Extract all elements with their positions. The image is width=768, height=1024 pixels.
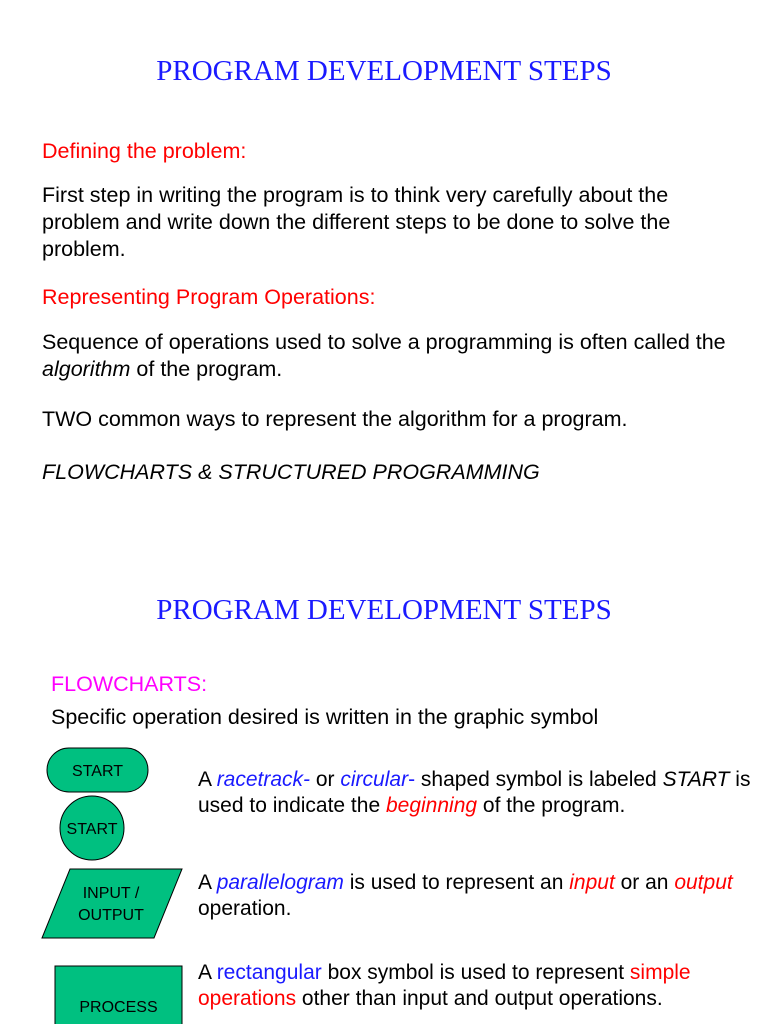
io-label-line1: INPUT /: [82, 885, 140, 902]
text: is used to represent an: [343, 871, 570, 894]
text: A: [198, 961, 217, 984]
heading-flowcharts: FLOWCHARTS:: [51, 672, 208, 696]
text: or: [310, 768, 341, 791]
paragraph-sequence-operations: [42, 329, 742, 383]
term-rectangular: rectangular: [216, 961, 322, 984]
paragraph-two-ways: TWO common ways to represent the algorithm for a program.: [42, 407, 628, 431]
start-racetrack-label: START: [72, 763, 123, 780]
term-beginning: beginning: [385, 794, 478, 817]
text: is used to indicate the: [198, 768, 751, 817]
input-output-parallelogram-symbol: [42, 869, 182, 938]
io-label-line2: OUTPUT: [78, 907, 144, 924]
heading-representing-operations: Representing Program Operations:: [42, 285, 376, 309]
slide1-title: PROGRAM DEVELOPMENT STEPS: [156, 55, 612, 87]
description-io-symbol: [198, 870, 758, 922]
para2-post: of the program.: [130, 357, 283, 381]
heading-defining-problem: Defining the problem:: [42, 139, 247, 163]
description-process-symbol: [198, 960, 758, 1012]
term-circular: circular: [340, 768, 409, 791]
term-parallelogram: parallelogram: [216, 871, 344, 894]
process-label: PROCESS: [79, 999, 158, 1016]
paragraph-flowcharts-structured: FLOWCHARTS & STRUCTURED PROGRAMMING: [42, 460, 540, 484]
text: A: [198, 768, 217, 791]
text: A: [198, 871, 217, 894]
start-circle-label: START: [66, 821, 118, 838]
term-input: input: [569, 871, 615, 894]
algorithm-term: algorithm: [42, 357, 131, 381]
text: shaped symbol is labeled: [415, 768, 663, 791]
description-start-symbol: [198, 767, 758, 819]
text: other than input and output operations.: [296, 987, 663, 1010]
term-racetrack: racetrack-: [216, 768, 311, 791]
paragraph-defining-problem: First step in writing the program is to think very carefully about the problem and write down the different steps to be done to solve the problem.: [42, 183, 671, 261]
text: or an: [614, 871, 675, 894]
text: -: [408, 768, 416, 791]
text: operation.: [198, 897, 292, 920]
slide2-title: PROGRAM DEVELOPMENT STEPS: [156, 594, 612, 626]
text: of the program.: [477, 794, 626, 817]
term-simple-operations: simple operations: [198, 961, 691, 1010]
text: box symbol is used to represent: [321, 961, 630, 984]
paragraph-specific-operation: Specific operation desired is written in the graphic symbol: [51, 705, 599, 729]
flowchart-symbols: [0, 740, 200, 1024]
para2-pre: Sequence of operations used to solve a programming is often called the: [42, 330, 726, 354]
term-start: START: [662, 768, 730, 791]
term-output: output: [674, 871, 733, 894]
